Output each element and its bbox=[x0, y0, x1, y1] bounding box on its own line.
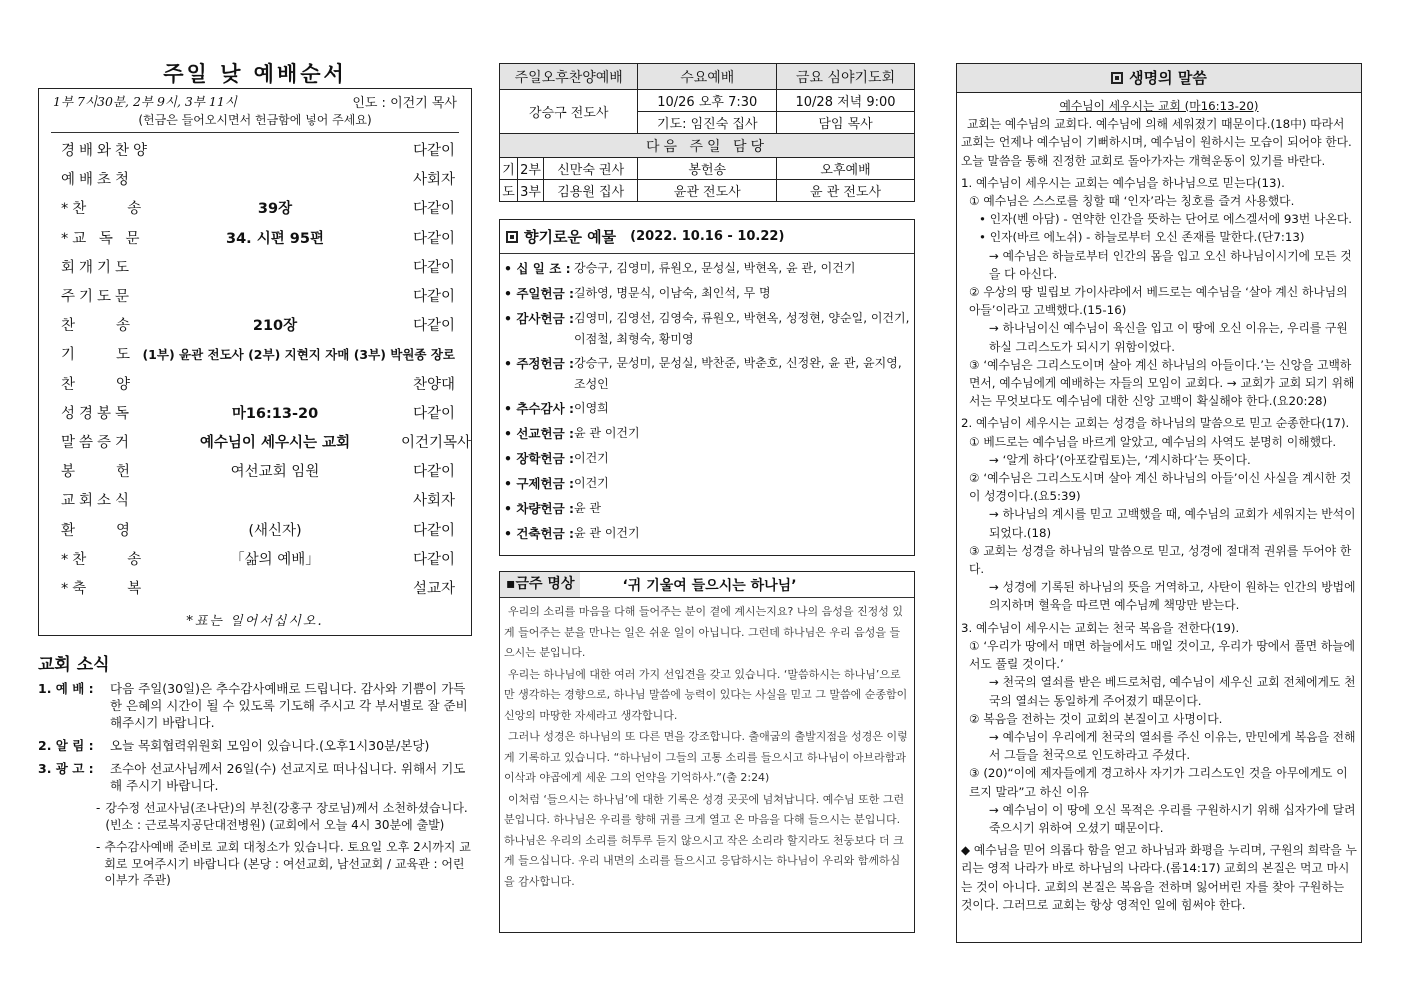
order-performer: 사회자 bbox=[412, 493, 455, 510]
meditation-paragraph: 그러나 성경은 하나님의 또 다른 면을 강조합니다. 출애굽의 출발지점을 성경은 이렇게 기록하고 있습니다. “하나님이 그들의 고통 소리를 들으시고 하나님이 아브라함과 이삭과 야곱에게 세운 그의 언약을 기억하사.”(출 2:24) bbox=[504, 730, 908, 784]
schedule-table bbox=[499, 63, 915, 202]
sermon-line: 3. 예수님이 세우시는 교회는 천국 복음을 전한다(19). bbox=[961, 620, 1240, 635]
news-item bbox=[38, 760, 472, 794]
sermon-line: ③ ‘예수님은 그리스도이며 살아 계신 하나님의 아들이다.’는 신앙을 고백하면서, 예수님에게 예배하는 자들의 모임이 교회다. → 교회가 교회 되기 위해서는 무엇보다도 예수님에 대한 신앙 고백이 확실해야 한다.(요20:28) bbox=[969, 357, 1355, 409]
schedule-header: 수요예배 bbox=[638, 64, 777, 90]
news-subitem-text: 강수정 선교사님(조나단)의 부친(강홍구 장로님)께서 소천하셨습니다. (빈소 : 근로복지공단대전병원) (교회에서 오늘 4시 30분에 출발) bbox=[105, 801, 468, 832]
order-row bbox=[39, 485, 471, 514]
order-item: 회개기도 bbox=[61, 259, 134, 276]
offering-names: 윤 관 bbox=[574, 501, 601, 515]
order-row bbox=[39, 193, 471, 222]
right-column bbox=[956, 0, 1362, 943]
order-item: 예배초청 bbox=[61, 172, 134, 189]
order-item: *교 독 문 bbox=[61, 230, 144, 247]
offering-names: 이건기 bbox=[574, 476, 609, 490]
offerings-list bbox=[500, 254, 914, 546]
evening-service-header: 오후예배 bbox=[777, 158, 915, 180]
sermon-line: → 예수님이 우리에게 천국의 열쇠를 주신 이유는, 만민에게 복음을 전해서 그들을 천국으로 인도하라고 주셨다. bbox=[989, 729, 1356, 763]
sermon-line: ③ 교회는 성경을 하나님의 말씀으로 믿고, 성경에 절대적 권위를 두어야 한다. bbox=[969, 543, 1352, 577]
prayer-name: 김용원 집사 bbox=[544, 180, 638, 202]
offering-names: 이영희 bbox=[574, 401, 609, 415]
order-performer: 사회자 bbox=[412, 172, 455, 189]
offering-row bbox=[504, 473, 910, 496]
offering-row bbox=[504, 523, 910, 546]
order-performer: 다같이 bbox=[412, 464, 455, 481]
service-part: 2부 bbox=[518, 158, 544, 180]
order-row bbox=[39, 456, 471, 485]
order-performer: 다같이 bbox=[412, 405, 455, 422]
sermon-intro: 교회는 예수님의 교회다. 예수님에 의해 세워졌기 때문이다.(18中) 따라서 교회는 언제나 예수님이 기뻐하시며, 예수님이 원하시는 모습이 되어야 한다. 오늘 말씀을 통해 진정한 교회로 돌아가자는 개혁운동이 있기를 바란다. bbox=[961, 117, 1352, 168]
meditation-paragraph: 우리는 하나님에 대한 여러 가지 선입견을 갖고 있습니다. ‘말씀하시는 하나님’으로만 생각하는 경향으로, 하나님 말씀에 능력이 있다는 사실을 믿고 그 말씀에 순종함이 신앙의 마땅한 자세라고 생각합니다. bbox=[504, 667, 908, 722]
order-performer: 다같이 bbox=[412, 230, 455, 247]
order-performer: 설교자 bbox=[412, 580, 455, 597]
order-item: *축 복 bbox=[61, 580, 146, 597]
news-item bbox=[38, 680, 472, 731]
offering-category: • 장학헌금 : bbox=[504, 451, 574, 466]
schedule-cell: 강승구 전도사 bbox=[500, 90, 638, 134]
order-item: *찬 송 bbox=[61, 551, 146, 568]
order-item: 찬 송 bbox=[61, 318, 135, 335]
order-detail: (새신자) bbox=[248, 522, 302, 539]
order-detail: 마16:13-20 bbox=[231, 405, 319, 422]
offering-category: • 주정헌금 : bbox=[504, 356, 574, 371]
order-row bbox=[39, 427, 471, 456]
meditation-title: ‘귀 기울여 들으시는 하나님’ bbox=[622, 577, 797, 594]
offering-note: (헌금은 들어오시면서 헌금함에 넣어 주세요) bbox=[51, 111, 459, 133]
order-row bbox=[39, 310, 471, 339]
offering-category: • 건축헌금 : bbox=[504, 526, 574, 541]
service-leader: 인도 : 이건기 목사 bbox=[352, 96, 457, 111]
offering-row bbox=[504, 398, 910, 421]
order-item: 찬 양 bbox=[61, 376, 135, 393]
left-column bbox=[38, 0, 472, 889]
sermon-conclusion: ◆ 예수님을 믿어 의롭다 함을 얻고 하나님과 화평을 누리며, 구원의 희락을 누리는 영적 나라가 바로 하나님의 나라다.(롬14:17) 교회의 본질은 먹고 마시는 것이 아니다. 교회의 본질은 복음을 전하며 잃어버린 자를 찾아 구원하는 것이다. 그러므로 교회는 항상 영적인 일에 힘써야 한다. bbox=[961, 843, 1357, 912]
order-row bbox=[39, 544, 471, 573]
order-performer: 다같이 bbox=[412, 289, 455, 306]
order-item: 봉 헌 bbox=[61, 464, 135, 481]
news-text: 조수아 선교사님께서 26일(수) 선교지로 떠나십니다. 위해서 기도해 주시기 바랍니다. bbox=[110, 761, 466, 793]
order-footer: *표는 일어서십시오. bbox=[186, 614, 324, 629]
offering-names: 윤 관 이건기 bbox=[574, 426, 640, 440]
sermon-line: ① 예수님은 스스로를 칭할 때 ‘인자’라는 칭호를 즐겨 사용했다. bbox=[969, 194, 1295, 209]
offering-row bbox=[504, 258, 910, 281]
news-label: 1. 예 배 : bbox=[38, 681, 94, 696]
order-item: 환 영 bbox=[61, 522, 135, 539]
offering-names: 김영미, 김영선, 김영숙, 류원오, 박현옥, 성정현, 양순일, 이건기, 이점철, 최형숙, 황미영 bbox=[574, 311, 910, 346]
sermon-header bbox=[957, 64, 1361, 93]
meditation-paragraph: 우리의 소리를 마음을 다해 들어주는 분이 곁에 계시는지요? 나의 음성을 진정성 있게 들어주는 분을 만나는 일은 쉬운 일이 아닙니다. 그런데 하나님은 우리 음성을 들으시는 분입니다. bbox=[504, 605, 903, 659]
order-detail: 여선교회 임원 bbox=[230, 464, 320, 481]
offering-category: • 선교헌금 : bbox=[504, 426, 574, 441]
offering-names: 길하영, 명문식, 이남숙, 최인석, 무 명 bbox=[574, 286, 771, 300]
offering-names: 강승구, 문성미, 문성실, 박찬준, 박춘호, 신정완, 윤 관, 윤지영, 조성인 bbox=[574, 356, 902, 391]
sermon-line: ② ‘예수님은 그리스도시며 살아 계신 하나님의 아들’이신 사실을 계시한 것이 성경이다.(요5:39) bbox=[969, 471, 1352, 504]
square-bullet-icon bbox=[506, 231, 518, 243]
schedule-header: 주일오후찬양예배 bbox=[500, 64, 638, 90]
order-item: 경배와찬양 bbox=[61, 143, 152, 160]
order-detail: (1부) 윤관 전도사 (2부) 지현지 자매 (3부) 박원종 장로 bbox=[142, 346, 455, 362]
sermon-line: • 인자(벤 아담) - 연약한 인간을 뜻하는 단어로 에스겔서에 93번 나온다. bbox=[979, 212, 1352, 227]
news-subitem: - 추수감사예배 준비로 교회 대청소가 있습니다. 토요일 오후 2시까지 교회로 모여주시기 바랍니다 (본당 : 여선교회, 남선교회 / 교육관 : 어린이부가 주관) bbox=[96, 840, 471, 887]
offering-song-header: 봉헌송 bbox=[638, 158, 777, 180]
order-item: 성경봉독 bbox=[61, 405, 134, 422]
offering-category: • 감사헌금 : bbox=[504, 311, 574, 326]
order-performer: 찬양대 bbox=[412, 376, 455, 393]
order-performer: 다같이 bbox=[412, 143, 455, 160]
order-performer: 다같이 bbox=[412, 551, 455, 568]
sermon-line: → ‘알게 하다’(아포칼립토)는, ‘계시하다’는 뜻이다. bbox=[989, 452, 1251, 467]
sermon-line: → 예수님은 하늘로부터 인간의 몸을 입고 오신 하나님이시기에 모든 것을 다 아신다. bbox=[989, 248, 1352, 281]
evening-service-value: 윤 관 전도사 bbox=[777, 180, 915, 202]
order-performer: 다같이 bbox=[412, 318, 455, 335]
order-row bbox=[39, 252, 471, 281]
offering-category: • 십 일 조 : bbox=[504, 261, 571, 276]
sermon-line: 1. 예수님이 세우시는 교회는 예수님을 하나님으로 믿는다(13). bbox=[961, 175, 1285, 190]
offering-row bbox=[504, 283, 910, 306]
sermon-line: • 인자(바르 에노쉬) - 하늘로부터 오신 존재를 말한다.(단7:13) bbox=[979, 230, 1305, 245]
sermon-line: ② 복음을 전하는 것이 교회의 본질이고 사명이다. bbox=[969, 711, 1223, 726]
order-item: 기 도 bbox=[61, 347, 135, 364]
schedule-cell: 기도: 임진숙 집사 bbox=[638, 112, 777, 134]
order-item: 교회소식 bbox=[61, 493, 134, 510]
offering-category: • 주일헌금 : bbox=[504, 286, 574, 301]
order-row bbox=[39, 164, 471, 193]
offering-row bbox=[504, 353, 910, 396]
prayer-label: 기 bbox=[500, 158, 518, 180]
sermon-body bbox=[957, 93, 1361, 914]
worship-order-box bbox=[38, 88, 472, 636]
square-bullet-icon bbox=[1111, 72, 1123, 84]
order-row bbox=[39, 398, 471, 427]
news-subitem-text: 추수감사예배 준비로 교회 대청소가 있습니다. 토요일 오후 2시까지 교회로 모여주시기 바랍니다 (본당 : 여선교회, 남선교회 / 교육관 : 어린이부가 주관) bbox=[104, 840, 471, 887]
meditation-box bbox=[499, 571, 915, 933]
news-text: 다음 주일(30일)은 추수감사예배로 드립니다. 감사와 기쁨이 가득한 은혜의 시간이 될 수 있도록 기도해 주시고 각 부서별로 잘 준비해주시기 바랍니다. bbox=[110, 681, 468, 730]
prayer-label: 도 bbox=[500, 180, 518, 202]
order-detail: 39장 bbox=[257, 201, 293, 218]
order-item: 말씀증거 bbox=[61, 434, 134, 451]
order-detail: 예수님이 세우시는 교회 bbox=[199, 434, 351, 451]
meditation-body bbox=[500, 598, 914, 892]
sermon-line: → 하나님이신 예수님이 육신을 입고 이 땅에 오신 이유는, 우리를 구원하실 그리스도가 되시기 위함이었다. bbox=[989, 321, 1348, 354]
offering-names: 강승구, 김영미, 류원오, 문성실, 박현옥, 윤 관, 이건기 bbox=[574, 261, 856, 275]
offerings-title: 향기로운 예물 bbox=[524, 228, 617, 246]
offering-row bbox=[504, 423, 910, 446]
news-item bbox=[38, 737, 472, 754]
meditation-label bbox=[500, 572, 580, 597]
order-performer: 이건기목사 bbox=[401, 434, 472, 451]
service-part: 3부 bbox=[518, 180, 544, 202]
meditation-paragraph: 이처럼 ‘들으시는 하나님’에 대한 기록은 성경 곳곳에 넘쳐납니다. 예수님 또한 그런 분입니다. 하나님은 우리를 향해 귀를 크게 열고 온 마음을 다해 들으시는 분입니다. 하나님은 우리의 소리를 허투루 듣지 않으시고 작은 소리라 할지라도 천둥보다 더 크게 들으십니다. 우리 내면의 소리를 들으시고 응답하시는 하나님이 우리와 함께하심을 감사합니다. bbox=[504, 792, 905, 888]
offering-song-value: 윤관 전도사 bbox=[638, 180, 777, 202]
offering-names: 이건기 bbox=[574, 451, 609, 465]
offering-category: • 차량헌금 : bbox=[504, 501, 574, 516]
order-detail: 「삶의 예배」 bbox=[230, 551, 320, 568]
offering-row bbox=[504, 448, 910, 471]
offering-row bbox=[504, 308, 910, 351]
order-row bbox=[39, 339, 471, 368]
news-text: 오늘 목회협력위원회 모임이 있습니다.(오후1시30분/본당) bbox=[110, 738, 430, 753]
offerings-box bbox=[499, 219, 915, 556]
sermon-subtitle: 예수님이 세우시는 교회 (마16:13-20) bbox=[1059, 99, 1259, 113]
order-rows bbox=[39, 133, 471, 602]
order-performer: 다같이 bbox=[412, 522, 455, 539]
sermon-header-title: 생명의 말씀 bbox=[1129, 69, 1207, 87]
order-detail: 210장 bbox=[252, 318, 298, 335]
order-row bbox=[39, 514, 471, 543]
offering-names: 윤 관 이건기 bbox=[574, 526, 640, 540]
sermon-line: ① ‘우리가 땅에서 매면 하늘에서도 매일 것이고, 우리가 땅에서 풀면 하늘에서도 풀릴 것이다.’ bbox=[969, 638, 1356, 672]
prayer-name: 신만숙 권사 bbox=[544, 158, 638, 180]
offering-row bbox=[504, 498, 910, 521]
news-label: 3. 광 고 : bbox=[38, 761, 94, 776]
sermon-line: ② 우상의 땅 빌립보 가이사랴에서 베드로는 예수님을 ‘살아 계신 하나님의 아들’이라고 고백했다.(15-16) bbox=[969, 285, 1348, 318]
sermon-line: 2. 예수님이 세우시는 교회는 성경을 하나님의 말씀으로 믿고 순종한다(17). bbox=[961, 416, 1350, 431]
middle-column bbox=[499, 0, 915, 933]
news-label: 2. 알 림 : bbox=[38, 738, 94, 753]
sermon-line: → 하나님의 계시를 믿고 고백했을 때, 예수님의 교회가 세워지는 반석이 되었다.(18) bbox=[989, 507, 1356, 540]
schedule-header: 금요 심야기도회 bbox=[777, 64, 915, 90]
meditation-label-text: 금주 명상 bbox=[515, 576, 575, 592]
order-row bbox=[39, 369, 471, 398]
order-detail: 34. 시편 95편 bbox=[226, 230, 324, 247]
schedule-cell: 담임 목사 bbox=[777, 112, 915, 134]
order-row bbox=[39, 223, 471, 252]
schedule-cell: 10/26 오후 7:30 bbox=[638, 90, 777, 112]
offering-category: • 구제헌금 : bbox=[504, 476, 574, 491]
order-title: 주일 낮 예배순서 bbox=[163, 62, 347, 86]
schedule-cell: 10/28 저녁 9:00 bbox=[777, 90, 915, 112]
sermon-line: ③ (20)“이에 제자들에게 경고하사 자기가 그리스도인 것을 아무에게도 이르지 말라”고 하신 이유 bbox=[969, 766, 1348, 799]
meditation-bullet-icon: ▪ bbox=[506, 576, 516, 592]
next-sunday-band: 다음 주일 담당 bbox=[500, 134, 915, 158]
offerings-dates: (2022. 10.16 - 10.22) bbox=[630, 229, 785, 244]
sermon-line: ① 베드로는 예수님을 바르게 알았고, 예수님의 사역도 분명히 이해했다. bbox=[969, 434, 1337, 449]
order-item: 주기도문 bbox=[61, 289, 134, 306]
service-times: 1부 7시30분, 2부 9시, 3부 11시 bbox=[53, 94, 237, 109]
order-performer: 다같이 bbox=[412, 259, 455, 276]
order-row bbox=[39, 281, 471, 310]
news-title: 교회 소식 bbox=[38, 655, 110, 675]
sermon-box bbox=[956, 63, 1362, 943]
news-subitem: - 강수정 선교사님(조나단)의 부친(강홍구 장로님)께서 소천하셨습니다. (빈소 : 근로복지공단대전병원) (교회에서 오늘 4시 30분에 출발) bbox=[38, 800, 472, 833]
order-item: *찬 송 bbox=[61, 201, 146, 218]
order-performer: 다같이 bbox=[412, 201, 455, 218]
offering-category: • 추수감사 : bbox=[504, 401, 574, 416]
sermon-line: → 예수님이 이 땅에 오신 목적은 우리를 구원하시기 위해 십자가에 달려 죽으시기 위하여 오셨기 때문이다. bbox=[989, 802, 1356, 835]
sermon-line: → 천국의 열쇠를 받은 베드로처럼, 예수님이 세우신 교회 전체에게도 천국의 열쇠는 동일하게 주어졌기 때문이다. bbox=[989, 675, 1356, 708]
order-row bbox=[39, 135, 471, 164]
sermon-line: → 성경에 기록된 하나님의 뜻을 거역하고, 사탄이 원하는 인간의 방법에 의지하며 혈육을 따르면 예수님께 책망만 받는다. bbox=[989, 580, 1356, 613]
order-row bbox=[39, 573, 471, 602]
